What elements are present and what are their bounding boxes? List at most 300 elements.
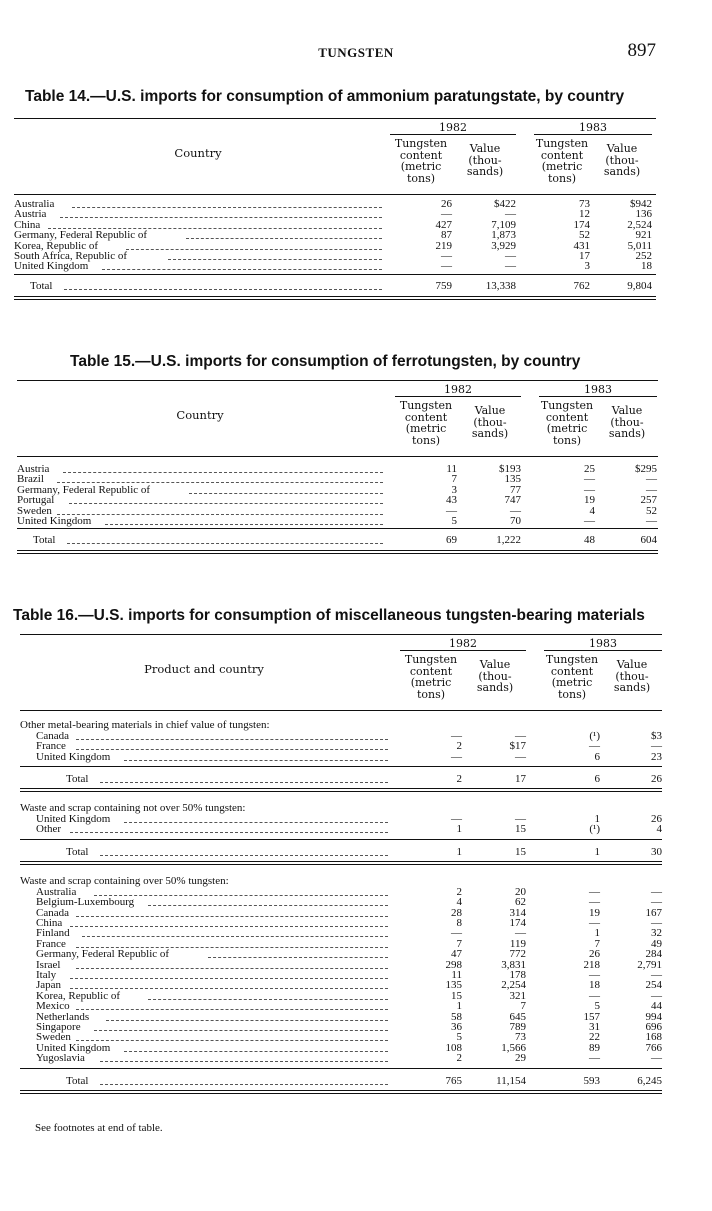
row-label: Australia bbox=[14, 198, 55, 210]
table-row bbox=[20, 908, 662, 919]
cell-value: 43 bbox=[446, 494, 457, 507]
leader-dots bbox=[76, 1032, 388, 1041]
value-column-header bbox=[464, 659, 526, 694]
column-header-line: Value bbox=[469, 142, 501, 155]
cell-value: — bbox=[505, 208, 516, 221]
cell-value: — bbox=[510, 504, 521, 517]
cell-value: 17 bbox=[579, 250, 590, 262]
cell-value: 314 bbox=[509, 906, 526, 919]
column-header-line: Value bbox=[474, 404, 506, 417]
cell-value: 593 bbox=[583, 1074, 600, 1087]
row-label: Sweden bbox=[36, 1031, 71, 1044]
cell-value: $17 bbox=[509, 740, 526, 753]
column-header-line: (thou- bbox=[478, 669, 512, 683]
total-label: Total bbox=[66, 845, 89, 858]
cell-value: 89 bbox=[589, 1041, 600, 1054]
header-bottom-rule bbox=[20, 710, 662, 711]
cell-value: — bbox=[451, 729, 462, 742]
column-header-line: Value bbox=[479, 658, 511, 671]
cell-value: 5 bbox=[594, 1000, 600, 1013]
cell-value: (¹) bbox=[589, 729, 600, 742]
column-header-line: tons) bbox=[552, 433, 582, 447]
table-row bbox=[20, 1032, 662, 1043]
column-header-line: Tungsten bbox=[545, 653, 599, 666]
cell-value: 22 bbox=[589, 1031, 600, 1044]
cell-value: — bbox=[589, 1052, 600, 1065]
cell-value: 2 bbox=[456, 740, 462, 753]
leader-dots bbox=[124, 814, 388, 823]
column-header-line: content bbox=[545, 410, 589, 424]
table-title: Table 16.—U.S. imports for consumption of miscellaneous tungsten-bearing materials bbox=[13, 607, 645, 624]
cell-value: — bbox=[651, 896, 662, 909]
table-row bbox=[20, 1001, 662, 1012]
column-header-line: Tungsten bbox=[394, 137, 448, 150]
column-header-line: Value bbox=[611, 404, 643, 417]
row-label: United Kingdom bbox=[36, 750, 111, 763]
cell-value: 135 bbox=[504, 473, 521, 486]
cell-value: 15 bbox=[515, 845, 526, 858]
table-row bbox=[20, 814, 662, 825]
cell-value: — bbox=[441, 208, 452, 221]
column-header-line: tons) bbox=[557, 687, 587, 701]
leader-dots bbox=[124, 752, 388, 761]
cell-value: 257 bbox=[640, 494, 657, 507]
table-row bbox=[20, 960, 662, 971]
cell-value: 20 bbox=[515, 885, 526, 898]
column-header-line: sands) bbox=[613, 681, 651, 694]
cell-value: 7 bbox=[520, 1000, 526, 1013]
row-label: China bbox=[14, 218, 41, 231]
cell-value: 48 bbox=[584, 534, 595, 547]
group-heading-label: Waste and scrap containing over 50% tungsten: bbox=[20, 874, 229, 887]
cell-value: 4 bbox=[456, 896, 462, 909]
cell-value: 73 bbox=[515, 1031, 526, 1044]
cell-value: — bbox=[589, 916, 600, 929]
content-column-header bbox=[400, 654, 462, 700]
cell-value: 254 bbox=[645, 979, 662, 992]
cell-value: 759 bbox=[435, 279, 452, 292]
column-header-line: (thou- bbox=[610, 415, 644, 429]
content-column-header bbox=[544, 654, 600, 700]
cell-value: 3,929 bbox=[491, 239, 516, 252]
group-bottom-rule bbox=[20, 788, 662, 789]
table-title: Table 14.—U.S. imports for consumption of ammonium paratungstate, by country bbox=[25, 88, 625, 105]
table-row bbox=[20, 731, 662, 742]
table-row bbox=[20, 928, 662, 939]
cell-value: 26 bbox=[441, 198, 452, 210]
leader-dots bbox=[70, 980, 388, 989]
cell-value: 157 bbox=[583, 1010, 600, 1023]
cell-value: 772 bbox=[509, 948, 526, 961]
leader-dots bbox=[94, 1022, 388, 1031]
cell-value: 1,873 bbox=[491, 229, 516, 242]
cell-value: 1,222 bbox=[496, 534, 521, 547]
cell-value: 52 bbox=[579, 229, 590, 242]
column-header-line: Tungsten bbox=[404, 653, 458, 666]
row-label: Yugoslavia bbox=[36, 1052, 85, 1065]
cell-value: — bbox=[589, 989, 600, 1002]
value-column-header bbox=[602, 659, 662, 694]
cell-value: 30 bbox=[651, 845, 662, 858]
total-rule bbox=[20, 1068, 662, 1069]
cell-value: 2 bbox=[456, 885, 462, 898]
cell-value: 1 bbox=[456, 823, 462, 836]
cell-value: 69 bbox=[446, 534, 457, 547]
cell-value: 178 bbox=[509, 968, 526, 981]
group-heading-label: Other metal-bearing materials in chief value of tungsten: bbox=[20, 719, 270, 731]
cell-value: — bbox=[515, 750, 526, 763]
leader-dots bbox=[76, 960, 388, 969]
group-bottom-rule-2 bbox=[20, 791, 662, 792]
cell-value: — bbox=[451, 813, 462, 825]
cell-value: 36 bbox=[451, 1020, 462, 1033]
cell-value: 1 bbox=[456, 1000, 462, 1013]
column-header-line: sands) bbox=[608, 427, 646, 440]
cell-value: 6 bbox=[594, 750, 600, 763]
leader-dots bbox=[148, 991, 388, 1000]
leader-dots bbox=[100, 847, 388, 856]
cell-value: — bbox=[584, 473, 595, 486]
cell-value: 11 bbox=[446, 463, 457, 475]
row-label: Japan bbox=[36, 979, 62, 992]
cell-value: 9,804 bbox=[627, 279, 652, 292]
leader-dots bbox=[208, 949, 388, 958]
cell-value: 174 bbox=[573, 218, 590, 231]
cell-value: 747 bbox=[504, 494, 521, 507]
leader-dots bbox=[70, 970, 388, 979]
cell-value: 431 bbox=[573, 239, 590, 252]
leader-dots bbox=[70, 918, 388, 927]
column-header-line: (metric bbox=[546, 422, 588, 435]
cell-value: $422 bbox=[494, 198, 516, 210]
cell-value: 252 bbox=[635, 250, 652, 262]
stub-header: Country bbox=[174, 146, 222, 160]
table-row bbox=[20, 752, 662, 763]
cell-value: — bbox=[505, 260, 516, 273]
cell-value: 11,154 bbox=[496, 1074, 526, 1087]
cell-value: $295 bbox=[635, 463, 657, 475]
column-header-line: tons) bbox=[411, 433, 441, 447]
row-label: Italy bbox=[36, 968, 57, 981]
row-label: Korea, Republic of bbox=[14, 239, 98, 252]
table-title: Table 15.—U.S. imports for consumption of ferrotungsten, by country bbox=[70, 353, 581, 370]
row-label: South Africa, Republic of bbox=[14, 250, 128, 262]
total-row bbox=[20, 1076, 662, 1087]
column-header-line: (metric bbox=[551, 676, 593, 689]
total-label: Total bbox=[66, 1074, 89, 1087]
cell-value: — bbox=[505, 250, 516, 262]
row-label: Canada bbox=[36, 906, 69, 919]
cell-value: 25 bbox=[584, 463, 595, 475]
table-row bbox=[20, 1022, 662, 1033]
year-header: 1983 bbox=[579, 121, 607, 134]
year-header: 1982 bbox=[449, 637, 477, 650]
column-header-line: Tungsten bbox=[535, 137, 589, 150]
cell-value: 2 bbox=[456, 773, 462, 786]
group-bottom-rule bbox=[20, 861, 662, 862]
cell-value: 2 bbox=[456, 1052, 462, 1065]
year-header: 1983 bbox=[584, 383, 612, 396]
leader-dots bbox=[76, 741, 388, 750]
cell-value: 19 bbox=[589, 906, 600, 919]
column-header-line: sands) bbox=[471, 427, 509, 440]
cell-value: 1 bbox=[456, 845, 462, 858]
cell-value: 12 bbox=[579, 208, 590, 221]
leader-dots bbox=[76, 731, 388, 740]
group-heading bbox=[20, 720, 662, 731]
cell-value: 218 bbox=[583, 958, 600, 971]
cell-value: 789 bbox=[509, 1020, 526, 1033]
row-label: Brazil bbox=[17, 473, 44, 486]
group-bottom-rule-2 bbox=[20, 864, 662, 865]
cell-value: — bbox=[446, 504, 457, 517]
year-header: 1982 bbox=[444, 383, 472, 396]
cell-value: 28 bbox=[451, 906, 462, 919]
column-header-line: (thou- bbox=[473, 415, 507, 429]
cell-value: 26 bbox=[651, 773, 662, 786]
cell-value: 49 bbox=[651, 937, 662, 950]
row-label: Finland bbox=[36, 927, 70, 940]
cell-value: — bbox=[515, 813, 526, 825]
column-header-line: sands) bbox=[603, 165, 641, 178]
group-bottom-rule bbox=[20, 1090, 662, 1091]
leader-dots bbox=[100, 1076, 388, 1085]
cell-value: 26 bbox=[589, 948, 600, 961]
row-label: Germany, Federal Republic of bbox=[17, 483, 151, 496]
cell-value: $193 bbox=[499, 463, 521, 475]
cell-value: 52 bbox=[646, 504, 657, 517]
cell-value: 7 bbox=[451, 473, 457, 486]
cell-value: — bbox=[589, 740, 600, 753]
column-header-line: (metric bbox=[410, 676, 452, 689]
cell-value: 762 bbox=[573, 279, 590, 292]
cell-value: 19 bbox=[584, 494, 595, 507]
leader-dots bbox=[124, 1043, 388, 1052]
row-label: Belgium-Luxembourg bbox=[36, 896, 135, 909]
cell-value: — bbox=[646, 473, 657, 486]
total-label: Total bbox=[33, 534, 56, 547]
total-rule bbox=[20, 766, 662, 767]
cell-value: 62 bbox=[515, 896, 526, 909]
cell-value: — bbox=[589, 885, 600, 898]
leader-dots bbox=[82, 928, 388, 937]
cell-value: 13,338 bbox=[485, 279, 516, 292]
cell-value: 298 bbox=[445, 958, 462, 971]
row-label: United Kingdom bbox=[14, 260, 89, 273]
group-heading bbox=[20, 876, 662, 887]
cell-value: 44 bbox=[651, 1000, 662, 1013]
cell-value: 7 bbox=[594, 937, 600, 950]
column-header-line: sands) bbox=[476, 681, 514, 694]
cell-value: 7 bbox=[456, 937, 462, 950]
column-header-line: tons) bbox=[406, 171, 436, 185]
cell-value: 2,791 bbox=[637, 958, 662, 971]
cell-value: 2,254 bbox=[501, 979, 526, 992]
cell-value: 5,011 bbox=[627, 239, 652, 252]
row-label: Portugal bbox=[17, 494, 55, 507]
column-header-line: content bbox=[399, 148, 443, 162]
row-label: Canada bbox=[36, 729, 69, 742]
cell-value: 3 bbox=[584, 260, 590, 273]
row-label: China bbox=[36, 916, 63, 929]
cell-value: 168 bbox=[645, 1031, 662, 1044]
table-row bbox=[20, 1053, 662, 1064]
year-header: 1982 bbox=[439, 121, 467, 134]
cell-value: 135 bbox=[445, 979, 462, 992]
row-label: Australia bbox=[36, 885, 77, 898]
leader-dots bbox=[76, 939, 388, 948]
table-16 bbox=[13, 0, 662, 1211]
cell-value: — bbox=[651, 1052, 662, 1065]
year-underline bbox=[400, 650, 526, 651]
cell-value: 47 bbox=[451, 948, 462, 961]
cell-value: 1 bbox=[594, 813, 600, 825]
cell-value: — bbox=[651, 968, 662, 981]
table-row bbox=[20, 918, 662, 929]
cell-value: 696 bbox=[645, 1020, 662, 1033]
table-row bbox=[20, 1012, 662, 1023]
leader-dots bbox=[100, 1053, 388, 1062]
column-header-line: Tungsten bbox=[540, 399, 594, 412]
row-label: Germany, Federal Republic of bbox=[36, 948, 170, 961]
cell-value: 167 bbox=[645, 906, 662, 919]
column-header-line: (metric bbox=[541, 160, 583, 173]
cell-value: 77 bbox=[510, 483, 521, 496]
cell-value: 136 bbox=[635, 208, 652, 221]
group-bottom-rule-2 bbox=[20, 1093, 662, 1094]
page-number: 897 bbox=[627, 40, 656, 61]
cell-value: 174 bbox=[509, 916, 526, 929]
row-label: Other bbox=[36, 823, 62, 836]
cell-value: — bbox=[651, 989, 662, 1002]
cell-value: 321 bbox=[509, 989, 526, 1002]
column-header-line: sands) bbox=[466, 165, 504, 178]
cell-value: — bbox=[515, 927, 526, 940]
column-header-line: (thou- bbox=[468, 153, 502, 167]
table-row bbox=[20, 970, 662, 981]
running-header-title: TUNGSTEN bbox=[318, 45, 394, 60]
cell-value: — bbox=[589, 968, 600, 981]
stub-header: Product and country bbox=[144, 662, 264, 676]
leader-dots bbox=[70, 824, 388, 833]
cell-value: 766 bbox=[645, 1041, 662, 1054]
row-label: Sweden bbox=[17, 504, 52, 517]
row-label: Israel bbox=[36, 958, 61, 971]
row-label: Netherlands bbox=[36, 1010, 90, 1023]
cell-value: $942 bbox=[630, 198, 652, 210]
cell-value: 18 bbox=[641, 260, 652, 273]
row-label: Germany, Federal Republic of bbox=[14, 229, 148, 242]
table-row bbox=[20, 991, 662, 1002]
cell-value: — bbox=[584, 483, 595, 496]
cell-value: 17 bbox=[515, 773, 526, 786]
cell-value: 5 bbox=[451, 515, 457, 527]
cell-value: 15 bbox=[451, 989, 462, 1002]
cell-value: $3 bbox=[651, 729, 662, 742]
cell-value: — bbox=[651, 740, 662, 753]
cell-value: 6,245 bbox=[637, 1074, 662, 1087]
total-label: Total bbox=[30, 279, 53, 292]
column-header-line: tons) bbox=[416, 687, 446, 701]
column-header-line: Value bbox=[606, 142, 638, 155]
table-row bbox=[20, 824, 662, 835]
cell-value: 3,831 bbox=[501, 958, 526, 971]
leader-dots bbox=[76, 1001, 388, 1010]
cell-value: 1 bbox=[594, 927, 600, 940]
row-label: Austria bbox=[17, 463, 50, 475]
table-row bbox=[20, 741, 662, 752]
column-header-line: (thou- bbox=[605, 153, 639, 167]
cell-value: 427 bbox=[435, 218, 452, 231]
table-top-rule bbox=[20, 634, 662, 635]
table-row bbox=[20, 1043, 662, 1054]
cell-value: 604 bbox=[640, 534, 657, 547]
row-label: France bbox=[36, 740, 66, 753]
cell-value: — bbox=[441, 250, 452, 262]
cell-value: 5 bbox=[456, 1031, 462, 1044]
cell-value: 26 bbox=[651, 813, 662, 825]
group-heading-label: Waste and scrap containing not over 50% tungsten: bbox=[20, 802, 246, 815]
cell-value: 6 bbox=[594, 773, 600, 786]
column-header-line: Value bbox=[616, 658, 648, 671]
total-rule bbox=[20, 839, 662, 840]
cell-value: — bbox=[651, 885, 662, 898]
column-header-line: (thou- bbox=[615, 669, 649, 683]
cell-value: — bbox=[651, 916, 662, 929]
cell-value: 4 bbox=[656, 823, 662, 836]
cell-value: 645 bbox=[509, 1010, 526, 1023]
cell-value: 7,109 bbox=[491, 218, 516, 231]
column-header-line: (metric bbox=[400, 160, 442, 173]
cell-value: 73 bbox=[579, 198, 590, 210]
cell-value: — bbox=[451, 750, 462, 763]
row-label: France bbox=[36, 937, 66, 950]
leader-dots bbox=[148, 897, 388, 906]
cell-value: — bbox=[646, 515, 657, 527]
total-row bbox=[20, 847, 662, 858]
row-label: Singapore bbox=[36, 1020, 81, 1033]
column-header-line: content bbox=[409, 664, 453, 678]
row-label: Austria bbox=[14, 208, 47, 221]
table-row bbox=[20, 949, 662, 960]
cell-value: — bbox=[646, 483, 657, 496]
row-label: Korea, Republic of bbox=[36, 989, 120, 1002]
cell-value: — bbox=[441, 260, 452, 273]
cell-value: 3 bbox=[451, 483, 457, 496]
cell-value: 994 bbox=[645, 1010, 662, 1023]
row-label: United Kingdom bbox=[36, 813, 111, 825]
cell-value: 2,524 bbox=[627, 218, 652, 231]
cell-value: 765 bbox=[445, 1074, 462, 1087]
year-header: 1983 bbox=[589, 637, 617, 650]
cell-value: 15 bbox=[515, 823, 526, 836]
leader-dots bbox=[100, 774, 388, 783]
cell-value: 18 bbox=[589, 979, 600, 992]
cell-value: 219 bbox=[435, 239, 452, 252]
cell-value: 70 bbox=[510, 515, 521, 527]
cell-value: 58 bbox=[451, 1010, 462, 1023]
cell-value: 32 bbox=[651, 927, 662, 940]
cell-value: — bbox=[451, 927, 462, 940]
leader-dots bbox=[94, 887, 388, 896]
column-header-line: content bbox=[404, 410, 448, 424]
year-underline bbox=[544, 650, 662, 651]
cell-value: 31 bbox=[589, 1020, 600, 1033]
column-header-line: content bbox=[550, 664, 594, 678]
column-header-line: content bbox=[540, 148, 584, 162]
cell-value: — bbox=[515, 729, 526, 742]
cell-value: 1,566 bbox=[501, 1041, 526, 1054]
